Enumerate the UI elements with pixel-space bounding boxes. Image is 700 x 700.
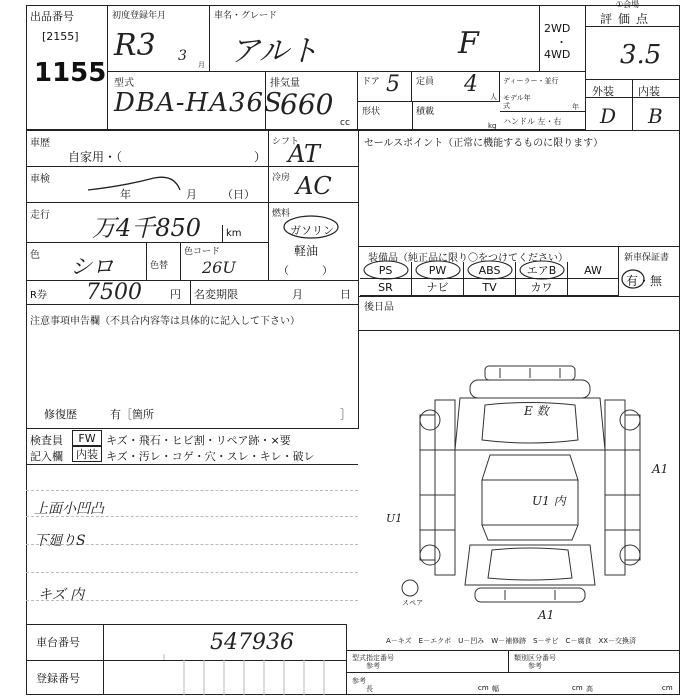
meisho-month: 月 (292, 288, 303, 301)
lot-label: 出品番号 (30, 10, 74, 23)
seats-label: 定員 (416, 77, 435, 87)
equip-circles (360, 258, 618, 282)
notes-bottom (26, 428, 358, 429)
type-label: 型式 (114, 78, 134, 89)
seats-unit: 人 (490, 93, 497, 101)
mark-spare: スペア (402, 599, 423, 607)
mark-roof: U1 内 (532, 494, 566, 508)
drive-2wd: 2WD (544, 22, 571, 35)
first-reg-label: 初度登録年月 (112, 11, 167, 21)
color-code-label: 色コード (184, 247, 221, 257)
disp-label: 排気量 (270, 78, 300, 89)
equip-leather: カワ (516, 279, 568, 296)
mileage-value: 万4千850 (92, 214, 202, 242)
model-code: DBA-HA36S (114, 88, 283, 118)
recycle-divider (190, 281, 191, 305)
meisho-label: 名変期限 (194, 288, 238, 301)
fuel-label: 燃料 (272, 209, 291, 219)
handwritten-note-1: 上面小凹凸 (34, 501, 104, 517)
equip-abs: ABS (464, 262, 516, 279)
mileage-unit: km (226, 228, 242, 239)
rating-sep (586, 26, 680, 27)
door-label: ドア (362, 77, 380, 87)
notes-label: 注意事項申告欄（不具合内容等は具体的に記入して下さい） (30, 316, 300, 327)
month-unit: 月 (198, 61, 205, 69)
color-divider (146, 243, 147, 281)
exterior-label: 外装 (592, 85, 614, 98)
inspection-day-unit: （日） (222, 188, 255, 201)
equip-navi: ナビ (412, 279, 464, 296)
inspection-strike (84, 172, 204, 198)
equip-top (358, 246, 680, 247)
mileage-sep (222, 225, 223, 243)
later-entry-label: 後日品 (364, 302, 394, 313)
fuel-diesel: 軽油 (294, 244, 319, 258)
color-value: シロ (70, 255, 115, 280)
spec-mid-divider (508, 650, 509, 672)
color-label: 色 (30, 250, 40, 261)
displacement: 660 (280, 88, 334, 121)
model-year-label: モデル年式 (503, 94, 531, 110)
meisho-day: 日 (340, 288, 351, 301)
history-close: ） (254, 150, 267, 164)
color-code: 26U (202, 258, 236, 277)
grade: F (458, 26, 479, 61)
interior-grade: B (648, 104, 663, 128)
handwritten-note-2: 下廻りS (34, 533, 86, 549)
dim-ref: 参考 (352, 677, 366, 685)
ac-label: 冷房 (272, 173, 291, 183)
history-value: 自家用・（ (68, 150, 123, 164)
inspection-year-unit: 年 (120, 188, 131, 201)
mid-col-divider (358, 131, 359, 429)
equip-label: 装備品（純正品に限り〇をつけてください） (368, 253, 568, 264)
seats: 4 (464, 72, 478, 97)
later-bottom (358, 330, 680, 331)
mark-rear: A1 (538, 608, 555, 622)
recycle-unit: 円 (170, 288, 181, 301)
dim-height-cm: cm (662, 684, 673, 692)
reg-grid (104, 624, 346, 695)
cc-unit: cc (340, 118, 350, 128)
later-top (358, 296, 680, 297)
inspection-label: 車検 (30, 174, 50, 185)
mark-hood: E 数 (524, 404, 549, 418)
interior-label: 内装 (638, 85, 660, 98)
handle-label: ハンドル 左・右 (503, 117, 562, 126)
dim-height: 高 (586, 685, 593, 693)
lot-sub: [2155] (42, 30, 79, 43)
spec-mid (346, 672, 680, 673)
ext-int-divider (632, 80, 633, 130)
color-code-divider (180, 243, 181, 281)
mark-left: U1 (386, 512, 403, 525)
designation-label: 型式指定番号 (352, 654, 394, 662)
rating-label: 評価点 (600, 12, 655, 26)
inspector-interior-text: キズ・汚レ・コゲ・穴・スレ・キレ・破レ (106, 450, 315, 463)
car-damage-diagram (400, 360, 660, 620)
note-line-1 (26, 490, 358, 491)
dim-width-cm: cm (572, 684, 583, 692)
recycle-value: 7500 (86, 280, 142, 305)
shift-value: AT (288, 140, 321, 168)
doors: 5 (386, 72, 400, 97)
inspector-fw-tag: FW (72, 430, 102, 446)
warranty-value: 有・無 (626, 274, 663, 288)
dim-length-cm: cm (478, 684, 489, 692)
equip-ps: PS (360, 262, 412, 279)
equip-sr: SR (360, 279, 412, 296)
inspector-label: 検査員 (30, 434, 63, 447)
ac-value: AC (296, 172, 332, 200)
handwritten-note-3: キズ 内 (38, 587, 85, 603)
car-name: アルト (230, 34, 319, 69)
exterior-grade: D (600, 104, 617, 128)
dim-length: 長 (366, 685, 373, 693)
fuel-gas: ガソリン (290, 224, 334, 237)
equip-aw: AW (568, 262, 618, 279)
bottom-divider (346, 624, 347, 695)
mileage-label: 走行 (30, 210, 50, 221)
inspector-bottom (26, 464, 358, 465)
dim-width: 幅 (492, 685, 499, 693)
corner-mark: ①会場 (616, 0, 640, 9)
repair-label: 修復歴 (44, 408, 77, 421)
recycle-label: R券 (30, 290, 47, 301)
inspection-month-unit: 月 (186, 188, 197, 201)
repair-close: ］ (340, 408, 351, 421)
chassis-value: 547936 (210, 630, 294, 655)
equip-pw: PW (412, 262, 464, 279)
kg-unit: kg (488, 122, 497, 130)
cargo-divider (412, 102, 413, 130)
inspector-fw-text: キズ・飛石・ヒビ割・リペア跡・×要 (106, 434, 291, 447)
cargo-label: 積載 (416, 107, 435, 117)
inspector-interior-tag: 内装 (72, 446, 102, 462)
rating-value: 3.5 (620, 40, 662, 70)
repair-value: 有［箇所 (110, 408, 154, 421)
recycle-row (26, 281, 358, 305)
fuel-paren: （ ） (278, 264, 333, 277)
warranty-circle (620, 268, 648, 290)
first-reg-year: R3 (114, 28, 156, 63)
sales-point-label: セールスポイント（正常に機能するものに限ります） (364, 138, 604, 149)
damage-legend: A－キズ E－エクボ U－凹み W－補修跡 S－サビ C－腐食 XX－交換済 (386, 637, 637, 645)
note-line-4 (26, 572, 358, 573)
chassis-label: 車台番号 (36, 636, 80, 649)
color-replaced-label: 色替 (150, 261, 169, 271)
history-row (26, 131, 268, 167)
designation-ref: 参考 (366, 662, 380, 670)
car-name-label: 車名・グレード (214, 11, 278, 21)
first-reg-month: 3 (178, 48, 187, 64)
warranty-label: 新車保証書 (624, 253, 670, 263)
fuel-gas-circle (282, 214, 342, 240)
shift-label: シフト (272, 137, 300, 147)
history-label: 車歴 (30, 138, 50, 149)
category-label: 類別区分番号 (514, 654, 556, 662)
inspector-sub: 記入欄 (30, 450, 63, 463)
drive-dot: ・ (556, 36, 567, 49)
registration-label: 登録番号 (36, 672, 80, 685)
category-ref: 参考 (528, 662, 542, 670)
mark-right: A1 (652, 462, 669, 476)
lot-number: 1155 (34, 58, 107, 88)
drive-4wd: 4WD (544, 48, 571, 61)
warranty-divider (618, 246, 619, 296)
year-unit: 年 (572, 103, 579, 111)
spec-top (346, 650, 680, 651)
equip-tv: TV (464, 279, 516, 296)
dealer-label: ディーラー・並行 (503, 77, 559, 85)
shape-label: 形状 (362, 107, 381, 117)
equip-airbag: エアB (516, 262, 568, 279)
